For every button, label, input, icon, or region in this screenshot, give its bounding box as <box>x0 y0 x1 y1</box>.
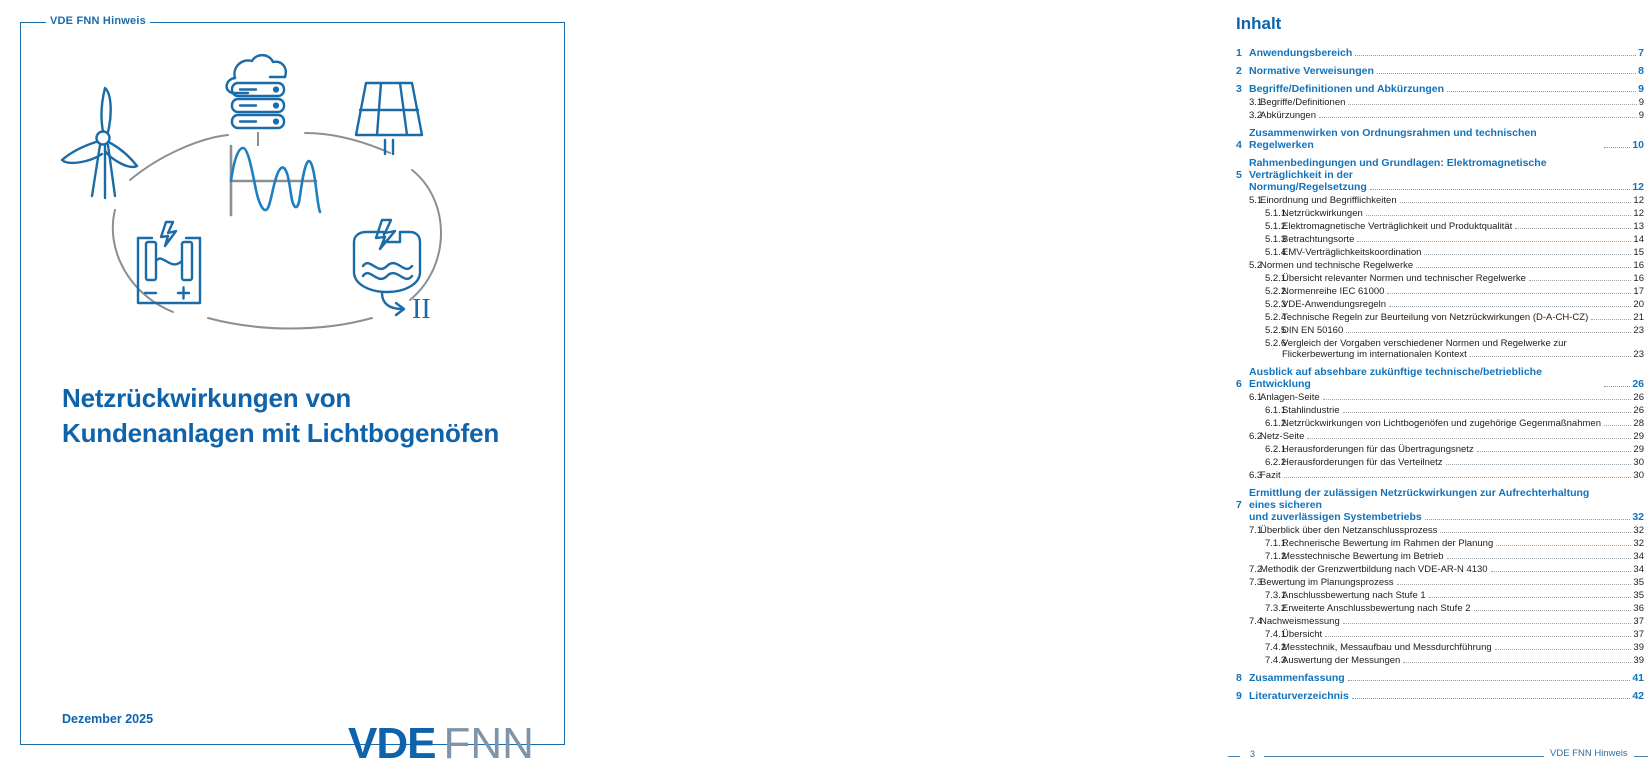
toc-entry[interactable] <box>1236 273 1644 284</box>
toc-entry-page: 9 <box>1638 97 1644 108</box>
toc-entry-label: Übersicht relevanter Normen und technischer Regelwerke <box>1282 273 1526 284</box>
toc-entry-page: 35 <box>1633 577 1644 588</box>
toc-entry-page: 32 <box>1633 525 1644 536</box>
toc-entry-label: Stahlindustrie <box>1282 405 1340 416</box>
toc-leader-dots <box>1325 636 1631 637</box>
toc-entry[interactable] <box>1236 590 1644 601</box>
page-footer <box>1228 745 1648 767</box>
page-title <box>62 381 532 451</box>
cover-date: Dezember 2025 <box>62 712 154 726</box>
toc-entry-label: Normen und technische Regelwerke <box>1260 260 1414 271</box>
toc-entry[interactable] <box>1236 616 1644 627</box>
toc-entry-page: 39 <box>1633 642 1644 653</box>
toc-entry[interactable] <box>1236 195 1644 206</box>
toc-entry-label: Herausforderungen für das Übertragungsnetz <box>1282 444 1474 455</box>
toc-entry[interactable] <box>1236 551 1644 562</box>
toc-entry-page: 29 <box>1633 444 1644 455</box>
toc-entry-label: Betrachtungsorte <box>1282 234 1355 245</box>
toc-heading: Inhalt <box>1236 14 1282 33</box>
toc-entry-page: 28 <box>1633 418 1644 429</box>
toc-entry-label: Anschlussbewertung nach Stufe 1 <box>1282 590 1426 601</box>
toc-entry-number: 5.1.1 <box>1265 208 1287 219</box>
toc-entry-page: 26 <box>1632 378 1644 390</box>
toc-entry-page: 20 <box>1633 299 1644 310</box>
energy-system-cycle-illustration <box>60 50 520 340</box>
toc-entry-number: 6.1 <box>1249 392 1263 403</box>
toc-leader-dots <box>1440 532 1631 533</box>
cover-frame-top-left <box>20 22 46 23</box>
toc-entry[interactable] <box>1236 405 1644 416</box>
toc-entry-page: 15 <box>1633 247 1644 258</box>
toc-entry-label-continued-line <box>1236 511 1644 523</box>
toc-entry-label: Methodik der Grenzwertbildung nach VDE-AR-N 4130 <box>1260 564 1488 575</box>
toc-entry-label: Rechnerische Bewertung im Rahmen der Planung <box>1282 538 1494 549</box>
toc-entry[interactable] <box>1236 487 1644 523</box>
toc-entry-number: 5.2.2 <box>1265 286 1287 297</box>
toc-entry-label: Begriffe/Definitionen und Abkürzungen <box>1249 83 1445 95</box>
toc-entry[interactable] <box>1236 629 1644 640</box>
toc-entry-label: Ausblick auf absehbare zukünftige technische/betriebliche Entwicklung <box>1249 366 1545 390</box>
toc-leader-dots <box>1403 662 1631 663</box>
toc-leader-dots <box>1446 464 1632 465</box>
toc-entry-number: 7.4.2 <box>1265 642 1287 653</box>
toc-leader-dots <box>1424 254 1631 255</box>
toc-entry-number: 7.2 <box>1249 564 1263 575</box>
toc-entry-label: Normative Verweisungen <box>1249 65 1374 77</box>
toc-leader-dots <box>1474 610 1632 611</box>
toc-entry[interactable] <box>1236 655 1644 666</box>
toc-list <box>1236 41 1644 704</box>
toc-entry-page: 37 <box>1633 629 1644 640</box>
toc-entry-page: 30 <box>1633 457 1644 468</box>
toc-entry[interactable] <box>1236 127 1644 151</box>
toc-entry[interactable] <box>1236 247 1644 258</box>
toc-entry-number: 7.4 <box>1249 616 1263 627</box>
toc-entry-number: 5.2.6 <box>1265 338 1287 349</box>
toc-entry-page: 34 <box>1633 551 1644 562</box>
toc-entry-page: 10 <box>1632 139 1644 151</box>
toc-entry-label: Einordnung und Begrifflichkeiten <box>1260 195 1397 206</box>
toc-entry-page: 14 <box>1633 234 1644 245</box>
vde-fnn-logo <box>348 719 534 768</box>
toc-leader-dots <box>1491 571 1632 572</box>
toc-leader-dots <box>1447 91 1636 92</box>
toc-entry-number: 7.4.3 <box>1265 655 1287 666</box>
toc-entry-page: 12 <box>1633 208 1644 219</box>
toc-entry-number: 5.2.4 <box>1265 312 1287 323</box>
toc-entry-number: 5.2.3 <box>1265 299 1287 310</box>
toc-entry-page: 12 <box>1633 195 1644 206</box>
toc-entry-number: 6.2 <box>1249 431 1263 442</box>
toc-entry-number: 3.2 <box>1249 110 1263 121</box>
toc-entry-label-continued-line <box>1236 181 1644 193</box>
cover-frame-bottom-right <box>531 744 565 745</box>
toc-entry[interactable] <box>1236 525 1644 536</box>
toc-entry-label: Begriffe/Definitionen <box>1260 97 1346 108</box>
toc-entry-page: 7 <box>1638 47 1644 59</box>
toc-entry-number: 6.1.2 <box>1265 418 1287 429</box>
toc-leader-dots <box>1389 306 1631 307</box>
toc-entry-number: 5.1 <box>1249 195 1263 206</box>
toc-entry[interactable] <box>1236 457 1644 468</box>
toc-entry-page: 16 <box>1633 273 1644 284</box>
toc-leader-dots <box>1604 425 1631 426</box>
toc-entry-number: 5.2 <box>1249 260 1263 271</box>
toc-entry-page: 26 <box>1633 392 1644 403</box>
toc-entry-page: 32 <box>1632 511 1644 523</box>
toc-leader-dots <box>1357 241 1631 242</box>
toc-entry-page: 29 <box>1633 431 1644 442</box>
toc-entry-number: 2 <box>1236 65 1242 77</box>
toc-leader-dots <box>1604 147 1630 148</box>
toc-entry-label: Abkürzungen <box>1260 110 1316 121</box>
toc-entry-page: 23 <box>1633 325 1644 336</box>
toc-entry-number: 6.2.1 <box>1265 444 1287 455</box>
toc-entry-number: 7 <box>1236 499 1242 511</box>
toc-entry[interactable] <box>1236 642 1644 653</box>
toc-entry-page: 42 <box>1632 690 1644 702</box>
cover-frame-bottom-left <box>20 744 344 745</box>
toc-entry[interactable] <box>1236 672 1644 684</box>
toc-entry-number: 5.1.2 <box>1265 221 1287 232</box>
footer-dash-left <box>1228 756 1240 757</box>
cover-title-line-1: Netzrückwirkungen von <box>62 383 352 413</box>
toc-entry[interactable] <box>1236 208 1644 219</box>
toc-leader-dots <box>1307 438 1631 439</box>
toc-entry-number: 5.1.3 <box>1265 234 1287 245</box>
toc-entry-label: Vergleich der Vorgaben verschiedener Normen und Regelwerke zur <box>1282 338 1567 349</box>
toc-entry-page: 32 <box>1633 538 1644 549</box>
toc-leader-dots <box>1591 319 1631 320</box>
toc-entry-label-continued-line <box>1236 349 1644 360</box>
toc-entry-label: Messtechnische Bewertung im Betrieb <box>1282 551 1444 562</box>
toc-entry[interactable] <box>1236 392 1644 403</box>
toc-entry-page: 12 <box>1632 181 1644 193</box>
toc-entry[interactable] <box>1236 234 1644 245</box>
toc-entry[interactable] <box>1236 97 1644 108</box>
wind-turbine-icon <box>62 88 137 198</box>
toc-entry-number: 7.4.1 <box>1265 629 1287 640</box>
toc-entry-page: 37 <box>1633 616 1644 627</box>
toc-entry-label: Herausforderungen für das Verteilnetz <box>1282 457 1443 468</box>
toc-leader-dots <box>1377 73 1636 74</box>
toc-entry-label: Technische Regeln zur Beurteilung von Netzrückwirkungen (D-A-CH-CZ) <box>1282 312 1589 323</box>
toc-entry-page: 13 <box>1633 221 1644 232</box>
toc-entry[interactable] <box>1236 221 1644 232</box>
toc-entry-label: Bewertung im Planungsprozess <box>1260 577 1394 588</box>
cover-frame-top-right <box>150 22 565 23</box>
toc-entry-label: Zusammenwirken von Ordnungsrahmen und technischen Regelwerken <box>1249 127 1540 151</box>
toc-entry-label: Erweiterte Anschlussbewertung nach Stufe 2 <box>1282 603 1471 614</box>
toc-entry-label: Elektromagnetische Verträglichkeit und Produktqualität <box>1282 221 1513 232</box>
toc-entry-page: 9 <box>1638 83 1644 95</box>
toc-entry[interactable] <box>1236 260 1644 271</box>
toc-leader-dots <box>1348 104 1636 105</box>
toc-leader-dots <box>1496 545 1631 546</box>
toc-leader-dots <box>1323 399 1632 400</box>
toc-leader-dots <box>1284 477 1632 478</box>
toc-leader-dots <box>1447 558 1632 559</box>
toc-entry-label: Nachweismessung <box>1260 616 1340 627</box>
toc-entry-page: 35 <box>1633 590 1644 601</box>
toc-entry[interactable] <box>1236 325 1644 336</box>
toc-entry-label-2: Flickerbewertung im internationalen Kontext <box>1282 349 1467 360</box>
furnace-label-text: II <box>412 294 431 325</box>
toc-entry[interactable] <box>1236 418 1644 429</box>
toc-entry-label: Netz-Seite <box>1260 431 1305 442</box>
cover-title-line-2: Kundenanlagen mit Lichtbogenöfen <box>62 418 500 449</box>
toc-entry-number: 7.1 <box>1249 525 1263 536</box>
cloud-server-icon <box>227 55 286 128</box>
toc-entry[interactable] <box>1236 444 1644 455</box>
toc-entry-number: 5.1.4 <box>1265 247 1287 258</box>
toc-entry[interactable] <box>1236 577 1644 588</box>
footer-dash-right <box>1634 756 1648 757</box>
footer-label: VDE FNN Hinweis <box>1550 748 1628 759</box>
toc-leader-dots <box>1515 228 1631 229</box>
toc-entry[interactable] <box>1236 157 1644 193</box>
toc-entry-page: 8 <box>1638 65 1644 77</box>
toc-entry[interactable] <box>1236 312 1644 323</box>
toc-entry-label: Übersicht <box>1282 629 1323 640</box>
toc-entry-number: 6.1.1 <box>1265 405 1287 416</box>
furnace-label <box>412 294 431 325</box>
table-of-contents-page <box>600 0 1644 780</box>
vde-logo-wordmark: VDE <box>348 719 436 768</box>
toc-leader-dots <box>1355 55 1636 56</box>
toc-entry-page: 21 <box>1633 312 1644 323</box>
toc-entry-page: 39 <box>1633 655 1644 666</box>
toc-entry[interactable] <box>1236 470 1644 481</box>
toc-entry-label: VDE-Anwendungsregeln <box>1282 299 1387 310</box>
toc-entry-page: 34 <box>1633 564 1644 575</box>
toc-entry-number: 3 <box>1236 83 1242 95</box>
distorted-waveform-icon <box>231 146 320 215</box>
toc-entry-number: 7.3.1 <box>1265 590 1287 601</box>
toc-entry-label: Anlagen-Seite <box>1260 392 1320 403</box>
toc-entry[interactable] <box>1236 83 1644 95</box>
toc-leader-dots <box>1477 451 1632 452</box>
toc-entry-label: Netzrückwirkungen von Lichtbogenöfen und zugehörige Gegenmaßnahmen <box>1282 418 1601 429</box>
toc-entry-number: 4 <box>1236 139 1242 151</box>
toc-entry[interactable] <box>1236 47 1644 59</box>
toc-leader-dots <box>1429 597 1632 598</box>
toc-leader-dots <box>1470 356 1632 357</box>
toc-entry[interactable] <box>1236 431 1644 442</box>
toc-entry-label: Messtechnik, Messaufbau und Messdurchführung <box>1282 642 1492 653</box>
toc-leader-dots <box>1416 267 1631 268</box>
toc-entry-label: Fazit <box>1260 470 1281 481</box>
footer-page-number: 3 <box>1250 749 1256 759</box>
toc-entry-number: 5.2.1 <box>1265 273 1287 284</box>
toc-entry-label: Rahmenbedingungen und Grundlagen: Elektromagnetische Verträglichkeit in der <box>1249 157 1550 181</box>
toc-entry[interactable] <box>1236 564 1644 575</box>
toc-leader-dots <box>1366 215 1632 216</box>
toc-leader-dots <box>1425 519 1631 520</box>
toc-entry-label: Literaturverzeichnis <box>1249 690 1349 702</box>
toc-entry-number: 7.3 <box>1249 577 1263 588</box>
toc-entry-number: 7.3.2 <box>1265 603 1287 614</box>
toc-entry-page: 9 <box>1638 110 1644 121</box>
toc-entry-label: Zusammenfassung <box>1249 672 1345 684</box>
toc-entry[interactable] <box>1236 538 1644 549</box>
toc-leader-dots <box>1495 649 1632 650</box>
toc-entry[interactable] <box>1236 690 1644 702</box>
footer-rule <box>1264 756 1544 757</box>
toc-entry-number: 7.1.1 <box>1265 538 1287 549</box>
toc-entry-number: 1 <box>1236 47 1242 59</box>
toc-entry-number: 6.3 <box>1249 470 1263 481</box>
toc-entry-number: 5.2.5 <box>1265 325 1287 336</box>
battery-storage-icon <box>138 222 200 303</box>
toc-entry[interactable] <box>1236 603 1644 614</box>
toc-entry-label: EMV-Verträglichkeitskoordination <box>1282 247 1422 258</box>
toc-entry-number: 5 <box>1236 169 1242 181</box>
toc-leader-dots <box>1604 386 1630 387</box>
toc-entry-label: Normenreihe IEC 61000 <box>1282 286 1385 297</box>
toc-leader-dots <box>1387 293 1631 294</box>
toc-entry[interactable] <box>1236 286 1644 297</box>
toc-entry-number: 8 <box>1236 672 1242 684</box>
toc-leader-dots <box>1348 680 1631 681</box>
toc-entry-page: 26 <box>1633 405 1644 416</box>
toc-leader-dots <box>1370 189 1630 190</box>
toc-leader-dots <box>1400 202 1632 203</box>
toc-leader-dots <box>1397 584 1632 585</box>
toc-entry-label: DIN EN 50160 <box>1282 325 1344 336</box>
cover-page <box>0 0 600 780</box>
toc-entry[interactable] <box>1236 366 1644 390</box>
toc-entry[interactable] <box>1236 65 1644 77</box>
toc-entry-page: 16 <box>1633 260 1644 271</box>
toc-entry-page: 41 <box>1632 672 1644 684</box>
toc-entry-number: 3.1 <box>1249 97 1263 108</box>
toc-entry[interactable] <box>1236 110 1644 121</box>
toc-entry-label: Überblick über den Netzanschlussprozess <box>1260 525 1438 536</box>
toc-entry-number: 7.1.2 <box>1265 551 1287 562</box>
toc-entry-page: 36 <box>1633 603 1644 614</box>
toc-entry-page: 23 <box>1633 349 1644 360</box>
toc-leader-dots <box>1346 332 1631 333</box>
toc-entry-number: 9 <box>1236 690 1242 702</box>
toc-entry-label: Auswertung der Messungen <box>1282 655 1401 666</box>
toc-entry-page: 30 <box>1633 470 1644 481</box>
toc-leader-dots <box>1529 280 1631 281</box>
toc-entry-label: Anwendungsbereich <box>1249 47 1353 59</box>
toc-entry-page: 17 <box>1633 286 1644 297</box>
toc-leader-dots <box>1343 623 1632 624</box>
toc-leader-dots <box>1352 698 1631 699</box>
toc-entry-label-2: Normung/Regelsetzung <box>1249 181 1367 193</box>
toc-entry[interactable] <box>1236 338 1644 360</box>
toc-entry-number: 6 <box>1236 378 1242 390</box>
toc-entry-label-2: und zuverlässigen Systembetriebs <box>1249 511 1422 523</box>
toc-entry-number: 6.2.2 <box>1265 457 1287 468</box>
toc-entry[interactable] <box>1236 299 1644 310</box>
toc-leader-dots <box>1319 117 1637 118</box>
toc-entry-label: Ermittlung der zulässigen Netzrückwirkungen zur Aufrechterhaltung eines sicheren <box>1249 487 1593 511</box>
toc-entry-label: Netzrückwirkungen <box>1282 208 1363 219</box>
fnn-logo-wordmark: FNN <box>443 719 534 768</box>
cover-header-label: VDE FNN Hinweis <box>50 15 146 27</box>
toc-leader-dots <box>1343 412 1632 413</box>
